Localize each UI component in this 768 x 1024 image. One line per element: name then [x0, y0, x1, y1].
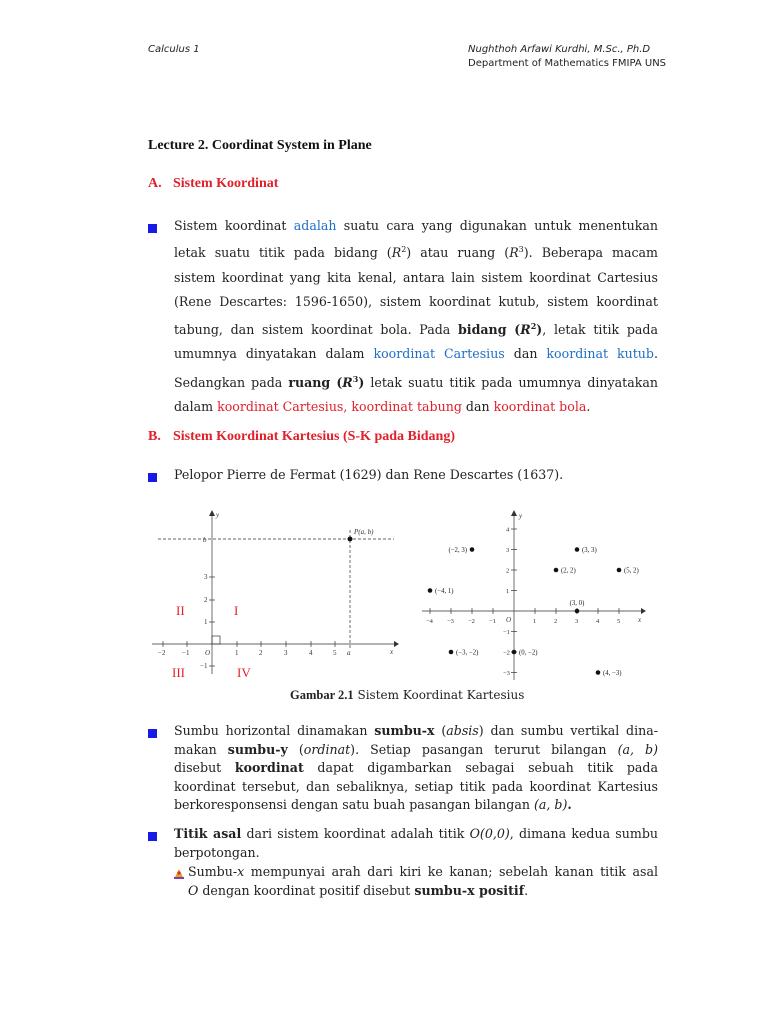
svg-text:−1: −1	[182, 649, 190, 657]
x-tick-label: −3	[447, 618, 454, 625]
plot-point	[449, 650, 454, 655]
svg-text:5: 5	[333, 649, 337, 657]
bullet-icon	[148, 832, 157, 841]
svg-text:−2: −2	[158, 649, 166, 657]
plot-point	[470, 547, 475, 552]
plot-point-label: (5, 2)	[624, 567, 639, 575]
svg-text:y: y	[519, 512, 523, 520]
quadrant-iv-label: IV	[237, 665, 251, 680]
x-tick-label: −2	[468, 618, 475, 625]
plot-point-label: (4, −3)	[603, 670, 622, 677]
sub-bullet-icon	[172, 866, 186, 880]
svg-text:x: x	[390, 648, 394, 656]
plot-point	[512, 650, 517, 655]
x-tick-label: 1	[533, 618, 537, 625]
quadrant-iii-label: III	[172, 665, 185, 680]
paragraph-pelopor: Pelopor Pierre de Fermat (1629) dan Rene Descartes (1637).	[174, 467, 564, 482]
quadrant-ii-label: II	[176, 603, 185, 618]
x-tick-label: 3	[575, 618, 579, 625]
svg-text:−1: −1	[200, 662, 208, 670]
paragraph-sumbu-x: Sumbu-x mempunyai arah dari kiri ke kanan; sebelah kanan titik asal O dengan koordinat positif disebut sumbu-x positif.	[188, 864, 658, 898]
x-tick-label: −4	[426, 618, 433, 625]
svg-text:2: 2	[259, 649, 263, 657]
bullet-icon	[148, 729, 157, 738]
x-tick-label: −1	[489, 618, 496, 625]
svg-text:1: 1	[204, 618, 208, 626]
y-tick-label: 1	[506, 588, 510, 595]
header-course: Calculus 1	[148, 44, 200, 55]
quadrant-i-label: I	[234, 603, 239, 618]
figure-caption: Gambar 2.1 Sistem Koordinat Kartesius	[290, 688, 525, 702]
svg-text:O: O	[506, 616, 512, 624]
x-tick-label: 2	[554, 618, 558, 625]
point-p	[348, 537, 353, 542]
y-tick-label: 3	[506, 547, 510, 554]
svg-text:1: 1	[235, 649, 239, 657]
plot-point	[617, 568, 622, 573]
plot-point	[575, 609, 580, 614]
plot-point-label: (−4, 1)	[435, 588, 454, 595]
y-tick-label: −3	[503, 670, 510, 677]
section-b-label: B.	[148, 429, 161, 444]
svg-text:2: 2	[204, 596, 208, 604]
plot-point-label: (−3, −2)	[456, 649, 479, 657]
svg-text:b: b	[203, 536, 207, 544]
plot-point	[554, 568, 559, 573]
bullet-icon	[148, 224, 157, 233]
y-tick-label: 2	[506, 567, 510, 575]
coordinate-plane-right	[420, 508, 650, 684]
plot-point	[596, 670, 601, 675]
plot-point-label: (3, 0)	[569, 600, 585, 607]
plot-point-label: (2, 2)	[561, 567, 576, 575]
svg-text:3: 3	[204, 573, 208, 581]
section-b-title: Sistem Koordinat Kartesius (S-K pada Bidang)	[173, 429, 455, 444]
plot-point	[575, 547, 580, 552]
paragraph-sumbu: Sumbu horizontal dinamakan sumbu-x (absis) dan sumbu vertikal dina- makan sumbu-y (ordinat). Setiap pasangan terurut bilangan (a, b) disebut koordinat dapat digambarkan sebagai sebuah titik pada koordinat tersebut, dan sebaliknya, setiap titik pada koordinat Kartesius berkoresponsensi dengan satu buah pasangan bilangan (a, b).	[174, 723, 659, 813]
bullet-icon	[148, 473, 157, 482]
svg-text:y: y	[216, 511, 220, 519]
x-tick-label: 5	[617, 618, 621, 625]
plot-point-label: (−2, 3)	[448, 547, 467, 554]
coordinate-plane-left	[148, 508, 400, 678]
lecture-title: Lecture 2. Coordinat System in Plane	[148, 138, 372, 153]
y-tick-label: 4	[506, 526, 510, 534]
y-tick-label: −1	[503, 629, 510, 636]
plot-point-label: (3, 3)	[582, 547, 597, 554]
svg-text:O: O	[205, 649, 211, 657]
plot-point	[428, 588, 433, 593]
paragraph-sistem-koordinat: Sistem koordinat adalah suatu cara yang digunakan untuk menentukan letak suatu titik pada bidang $(R^2)$ atau ruang $(R^3)$. Beberapa macam sistem koordinat yang kita kenal, antara lain sistem koordinat Cartesius (Rene Descartes: 1596-1650), sistem koordinat kutub, sistem koordinat tabung, dan sistem koordinat bola. Pada bidang $(R^2)$, letak titik pada umumnya dinyatakan dalam koordinat Cartesius dan koordinat kutub. Sedangkan pada ruang $(R^3)$ letak suatu titik pada umumnya dinyatakan dalam koordinat Cartesius, koordinat tabung dan koordinat bola.	[174, 218, 659, 414]
svg-text:4: 4	[309, 649, 313, 657]
section-a-title: Sistem Koordinat	[173, 176, 279, 191]
header-author: Nughthoh Arfawi Kurdhi, M.Sc., Ph.D	[468, 44, 651, 55]
y-tick-label: −2	[503, 649, 510, 657]
svg-text:P(a, b): P(a, b)	[354, 528, 374, 536]
section-a-label: A.	[148, 176, 162, 191]
header-department: Department of Mathematics FMIPA UNS	[468, 58, 667, 69]
paragraph-titik-asal: Titik asal dari sistem koordinat adalah titik O(0,0), dimana kedua sumbu berpotongan.	[174, 826, 658, 860]
plot-point-label: (0, −2)	[519, 649, 538, 657]
svg-text:x: x	[638, 616, 642, 624]
svg-text:3: 3	[284, 649, 288, 657]
svg-text:a: a	[347, 649, 351, 657]
x-tick-label: 4	[596, 618, 600, 625]
